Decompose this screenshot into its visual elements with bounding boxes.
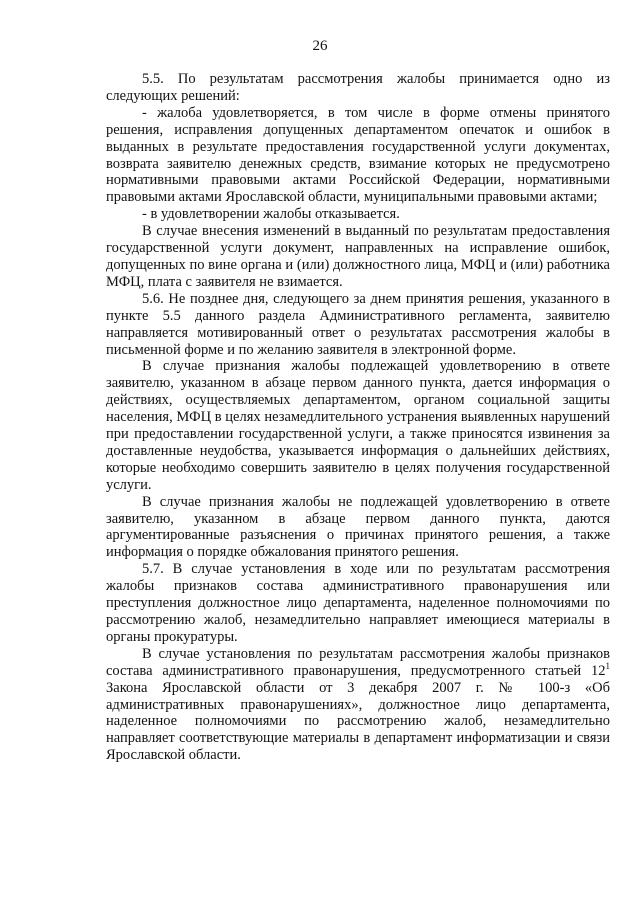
offense-text-start: В случае установления по результатам рассмотрения жалобы признаков состава административного правонарушения, предусмотренного статьей 12	[106, 645, 610, 679]
paragraph-complaint-satisfied: - жалоба удовлетворяется, в том числе в форме отмены принятого решения, исправления допущенных департаментом опечаток и ошибок в выданных в результате предоставления государственной услуги документах, возврата заявителю денежных средств, взимание которых не предусмотрено нормативными правовыми актами Российской Федерации, нормативными правовыми актами Ярославской области, муниципальными правовыми актами;	[106, 104, 610, 206]
paragraph-5-5: 5.5. По результатам рассмотрения жалобы принимается одно из следующих решений:	[106, 71, 610, 104]
paragraph-satisfied-answer: В случае признания жалобы подлежащей удовлетворению в ответе заявителю, указанном в абзаце первом данного пункта, дается информация о действиях, осуществляемых департаментом, органом социальной защиты населения, МФЦ в целях незамедлительного устранения выявленных нарушений при предоставлении государственной услуги, а также приносятся извинения за доставленные неудобства, указывается информация о дальнейших действиях, которые необходимо совершить заявителю в целях получения государственной услуги.	[106, 358, 610, 493]
paragraph-5-7: 5.7. В случае установления в ходе или по результатам рассмотрения жалобы признаков состава административного правонарушения или преступления должностное лицо департамента, наделенное полномочиями по рассмотрению жалоб, незамедлительно направляет имеющиеся материалы в органы прокуратуры.	[106, 561, 610, 645]
document-body	[106, 71, 610, 764]
paragraph-administrative-offense	[106, 646, 610, 764]
paragraph-rejected-answer: В случае признания жалобы не подлежащей удовлетворению в ответе заявителю, указанном в абзаце первом данного пункта, даются аргументированные разъяснения о причинах принятого решения, а также информация о порядке обжалования принятого решения.	[106, 493, 610, 561]
paragraph-5-6: 5.6. Не позднее дня, следующего за днем принятия решения, указанного в пункте 5.5 данного раздела Административного регламента, заявителю направляется мотивированный ответ о результатах рассмотрения жалобы в письменной форме и по желанию заявителя в электронной форме.	[106, 290, 610, 358]
offense-text-end: Закона Ярославской области от 3 декабря 2007 г. № 100-з «Об административных правонарушениях», должностное лицо департамента, наделенное полномочиями по рассмотрению жалоб, незамедлительно направляет соответствующие материалы в департамент информатизации и связи Ярославской области.	[106, 679, 610, 764]
page-number: 26	[312, 38, 328, 54]
paragraph-corrections-no-fee: В случае внесения изменений в выданный по результатам предоставления государственной услуги документ, направленных на исправление ошибок, допущенных по вине органа и (или) должностного лица, МФЦ и (или) работника МФЦ, плата с заявителя не взимается.	[106, 223, 610, 290]
article-superscript: 1	[605, 660, 610, 671]
paragraph-complaint-rejected: - в удовлетворении жалобы отказывается.	[142, 206, 400, 223]
